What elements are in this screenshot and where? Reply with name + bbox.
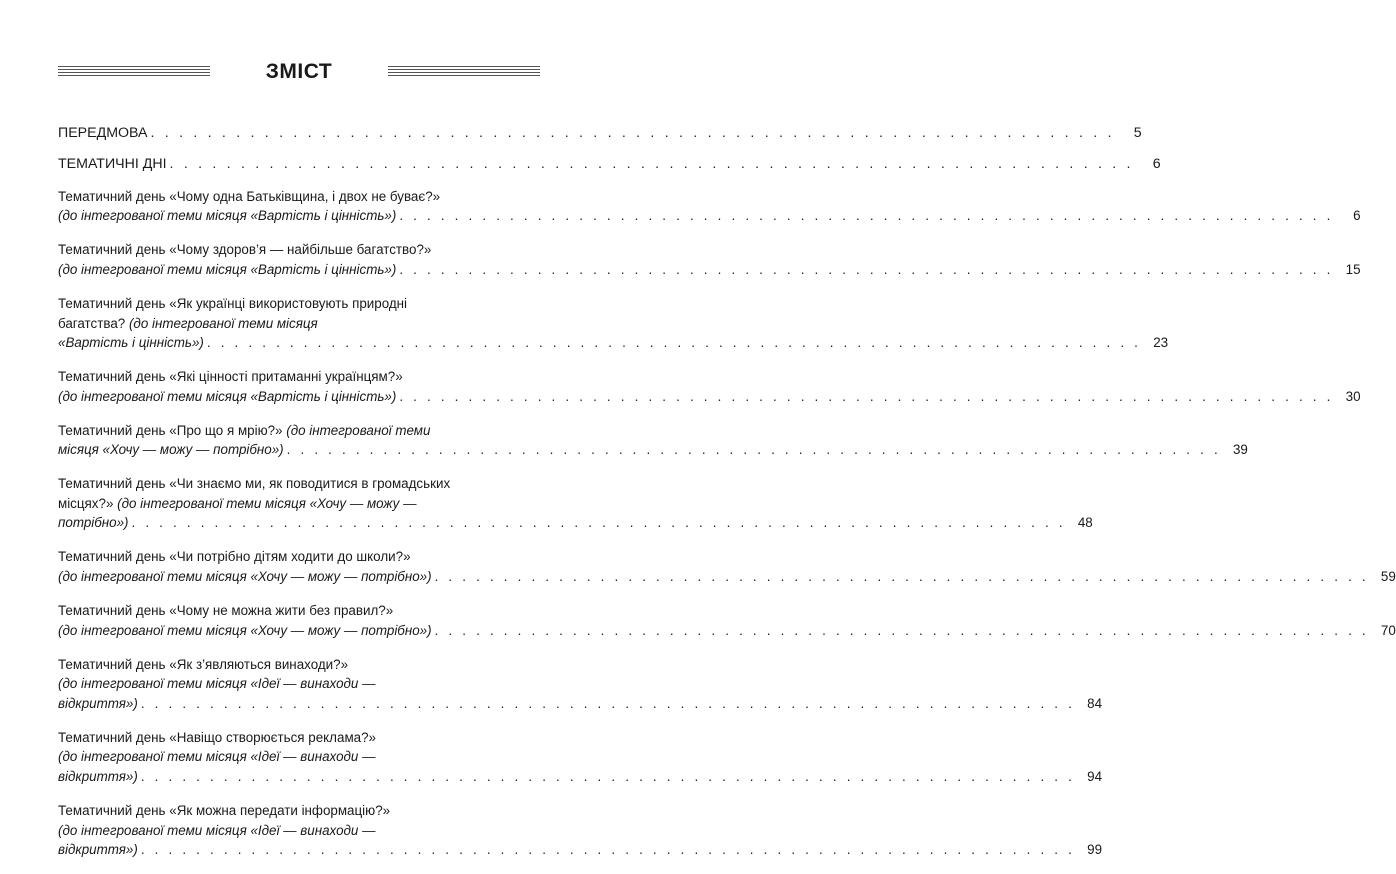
entry-title: ТЕМАТИЧНІ ДНІ — [58, 156, 167, 173]
page-title: ЗМІСТ — [265, 60, 333, 83]
page-number: 15 — [1345, 261, 1361, 277]
entry-title: Тематичний день «Чому здоров’я — найбільше багатство?» — [58, 242, 432, 258]
dot-leader: . . . . . . . . . . . . . . . . . . . . . . . . . . . . . . . . . . . . . . . . . . . . . . . . . . . . . . . . . . . . . . . . . . . . — [140, 842, 1076, 858]
entry-title: Тематичний день «Чому не можна жити без правил?» — [58, 603, 394, 619]
decorative-rule-right — [388, 66, 540, 78]
entry-title-cont: багатства? — [58, 315, 129, 331]
dot-leader: . . . . . . . . . . . . . . . . . . . . . . . . . . . . . . . . . . . . . . . . . . . . . . . . . . . . . . . . . . . . . . . . . . . . — [131, 515, 1066, 531]
toc-entry[interactable] — [58, 294, 1169, 353]
page-number: 70 — [1380, 622, 1396, 638]
toc-entry[interactable] — [58, 801, 1103, 860]
toc-entry[interactable] — [58, 728, 1103, 787]
toc-entry[interactable] — [58, 240, 1361, 279]
entry-theme: (до інтегрованої теми — [286, 422, 431, 438]
dot-leader: . . . . . . . . . . . . . . . . . . . . . . . . . . . . . . . . . . . . . . . . . . . . . . . . . . . . . . . . . . . . . . . . . . . . — [140, 695, 1076, 711]
entry-title: Тематичний день «Чи знаємо ми, як поводитися в громадських — [58, 476, 451, 492]
page-number: 23 — [1153, 335, 1169, 351]
entry-title: Тематичний день «Чи потрібно дітям ходити до школи?» — [58, 549, 411, 565]
entry-title: Тематичний день «Про що я мрію?» — [58, 422, 287, 438]
dot-leader: . . . . . . . . . . . . . . . . . . . . . . . . . . . . . . . . . . . . . . . . . . . . . . . . . . . . . . . . . . . . . . . . . . . . — [206, 335, 1142, 351]
dot-leader: . . . . . . . . . . . . . . . . . . . . . . . . . . . . . . . . . . . . . . . . . . . . . . . . . . . . . . . . . . . . . . . . . . . . — [140, 768, 1076, 784]
toc-entry[interactable] — [58, 547, 1396, 586]
entry-title-cont: місцях?» — [58, 495, 118, 511]
toc-entry-preface[interactable] — [58, 124, 1142, 144]
page-number: 6 — [1152, 156, 1161, 173]
dot-leader: . . . . . . . . . . . . . . . . . . . . . . . . . . . . . . . . . . . . . . . . . . . . . . . . . . . . . . . . . . . . . . . . . . . . — [399, 261, 1334, 277]
dot-leader: . . . . . . . . . . . . . . . . . . . . . . . . . . . . . . . . . . . . . . . . . . . . . . . . . . . . . . . . . . . . . . . . . . . . — [399, 388, 1334, 404]
dot-leader: . . . . . . . . . . . . . . . . . . . . . . . . . . . . . . . . . . . . . . . . . . . . . . . . . . . . . . . . . . . . . . . . . . . . — [434, 569, 1369, 585]
entry-title: Тематичний день «Як з’являються винаходи?» — [58, 656, 349, 672]
entry-theme: (до інтегрованої теми місяця «Ідеї — винаходи — — [58, 749, 376, 765]
entry-theme-cont: відкриття») — [58, 695, 138, 711]
page-number: 48 — [1077, 515, 1093, 531]
page-number: 99 — [1087, 842, 1103, 858]
entry-title: Тематичний день «Як можна передати інформацію?» — [58, 802, 391, 818]
entry-theme: (до інтегрованої теми місяця — [128, 315, 318, 331]
dot-leader: . . . . . . . . . . . . . . . . . . . . . . . . . . . . . . . . . . . . . . . . . . . . . . . . . . . . . . . . . . . . . . . . . . . . — [286, 442, 1221, 458]
entry-title: Тематичний день «Навіщо створюється реклама?» — [58, 729, 376, 745]
entry-theme: (до інтегрованої теми місяця «Хочу — можу — потрібно») — [58, 622, 432, 638]
toc-header — [58, 56, 540, 88]
page-number: 30 — [1345, 388, 1361, 404]
entry-theme-cont: відкриття») — [58, 842, 138, 858]
page-number: 59 — [1380, 569, 1396, 585]
page-number: 5 — [1133, 125, 1142, 141]
entry-title: Тематичний день «Які цінності притаманні українцям?» — [58, 369, 403, 385]
entry-title: Тематичний день «Чому одна Батьківщина, і двох не буває?» — [58, 188, 441, 204]
entry-title: Тематичний день «Як українці використовують природні — [58, 295, 408, 311]
entry-theme-cont: потрібно») — [58, 515, 129, 531]
page-number: 94 — [1087, 768, 1103, 784]
dot-leader: . . . . . . . . . . . . . . . . . . . . . . . . . . . . . . . . . . . . . . . . . . . . . . . . . . . . . . . . . . . . . . . . . . . . — [150, 125, 1115, 141]
entry-theme: (до інтегрованої теми місяця «Хочу — можу — — [117, 495, 417, 511]
dot-leader: . . . . . . . . . . . . . . . . . . . . . . . . . . . . . . . . . . . . . . . . . . . . . . . . . . . . . . . . . . . . . . . . . . . . — [169, 156, 1134, 173]
toc-entry[interactable] — [58, 655, 1103, 714]
entry-theme: (до інтегрованої теми місяця «Вартість і цінність») — [58, 388, 397, 404]
entry-theme-cont: відкриття») — [58, 768, 138, 784]
entry-title: ПЕРЕДМОВА — [58, 125, 148, 141]
table-of-contents — [58, 124, 1396, 874]
dot-leader: . . . . . . . . . . . . . . . . . . . . . . . . . . . . . . . . . . . . . . . . . . . . . . . . . . . . . . . . . . . . . . . . . . . . — [399, 208, 1334, 224]
entry-theme: (до інтегрованої теми місяця «Вартість і цінність») — [58, 208, 397, 224]
entry-theme: (до інтегрованої теми місяця «Хочу — можу — потрібно») — [58, 569, 432, 585]
toc-entry-thematic-days[interactable] — [58, 155, 1161, 175]
toc-entry[interactable] — [58, 187, 1361, 226]
entry-theme-cont: «Вартість і цінність») — [58, 335, 204, 351]
entry-theme: (до інтегрованої теми місяця «Ідеї — винаходи — — [58, 676, 376, 692]
toc-entry[interactable] — [58, 367, 1361, 406]
entry-theme: (до інтегрованої теми місяця «Ідеї — винаходи — — [58, 822, 376, 838]
page-number: 84 — [1087, 695, 1103, 711]
page-number: 6 — [1353, 208, 1361, 224]
entry-theme-cont: місяця «Хочу — можу — потрібно») — [58, 442, 284, 458]
toc-entry[interactable] — [58, 474, 1093, 533]
toc-entry[interactable] — [58, 601, 1396, 640]
entry-theme: (до інтегрованої теми місяця «Вартість і цінність») — [58, 261, 397, 277]
dot-leader: . . . . . . . . . . . . . . . . . . . . . . . . . . . . . . . . . . . . . . . . . . . . . . . . . . . . . . . . . . . . . . . . . . . . — [434, 622, 1369, 638]
page-number: 39 — [1232, 442, 1248, 458]
toc-entry[interactable] — [58, 421, 1248, 460]
